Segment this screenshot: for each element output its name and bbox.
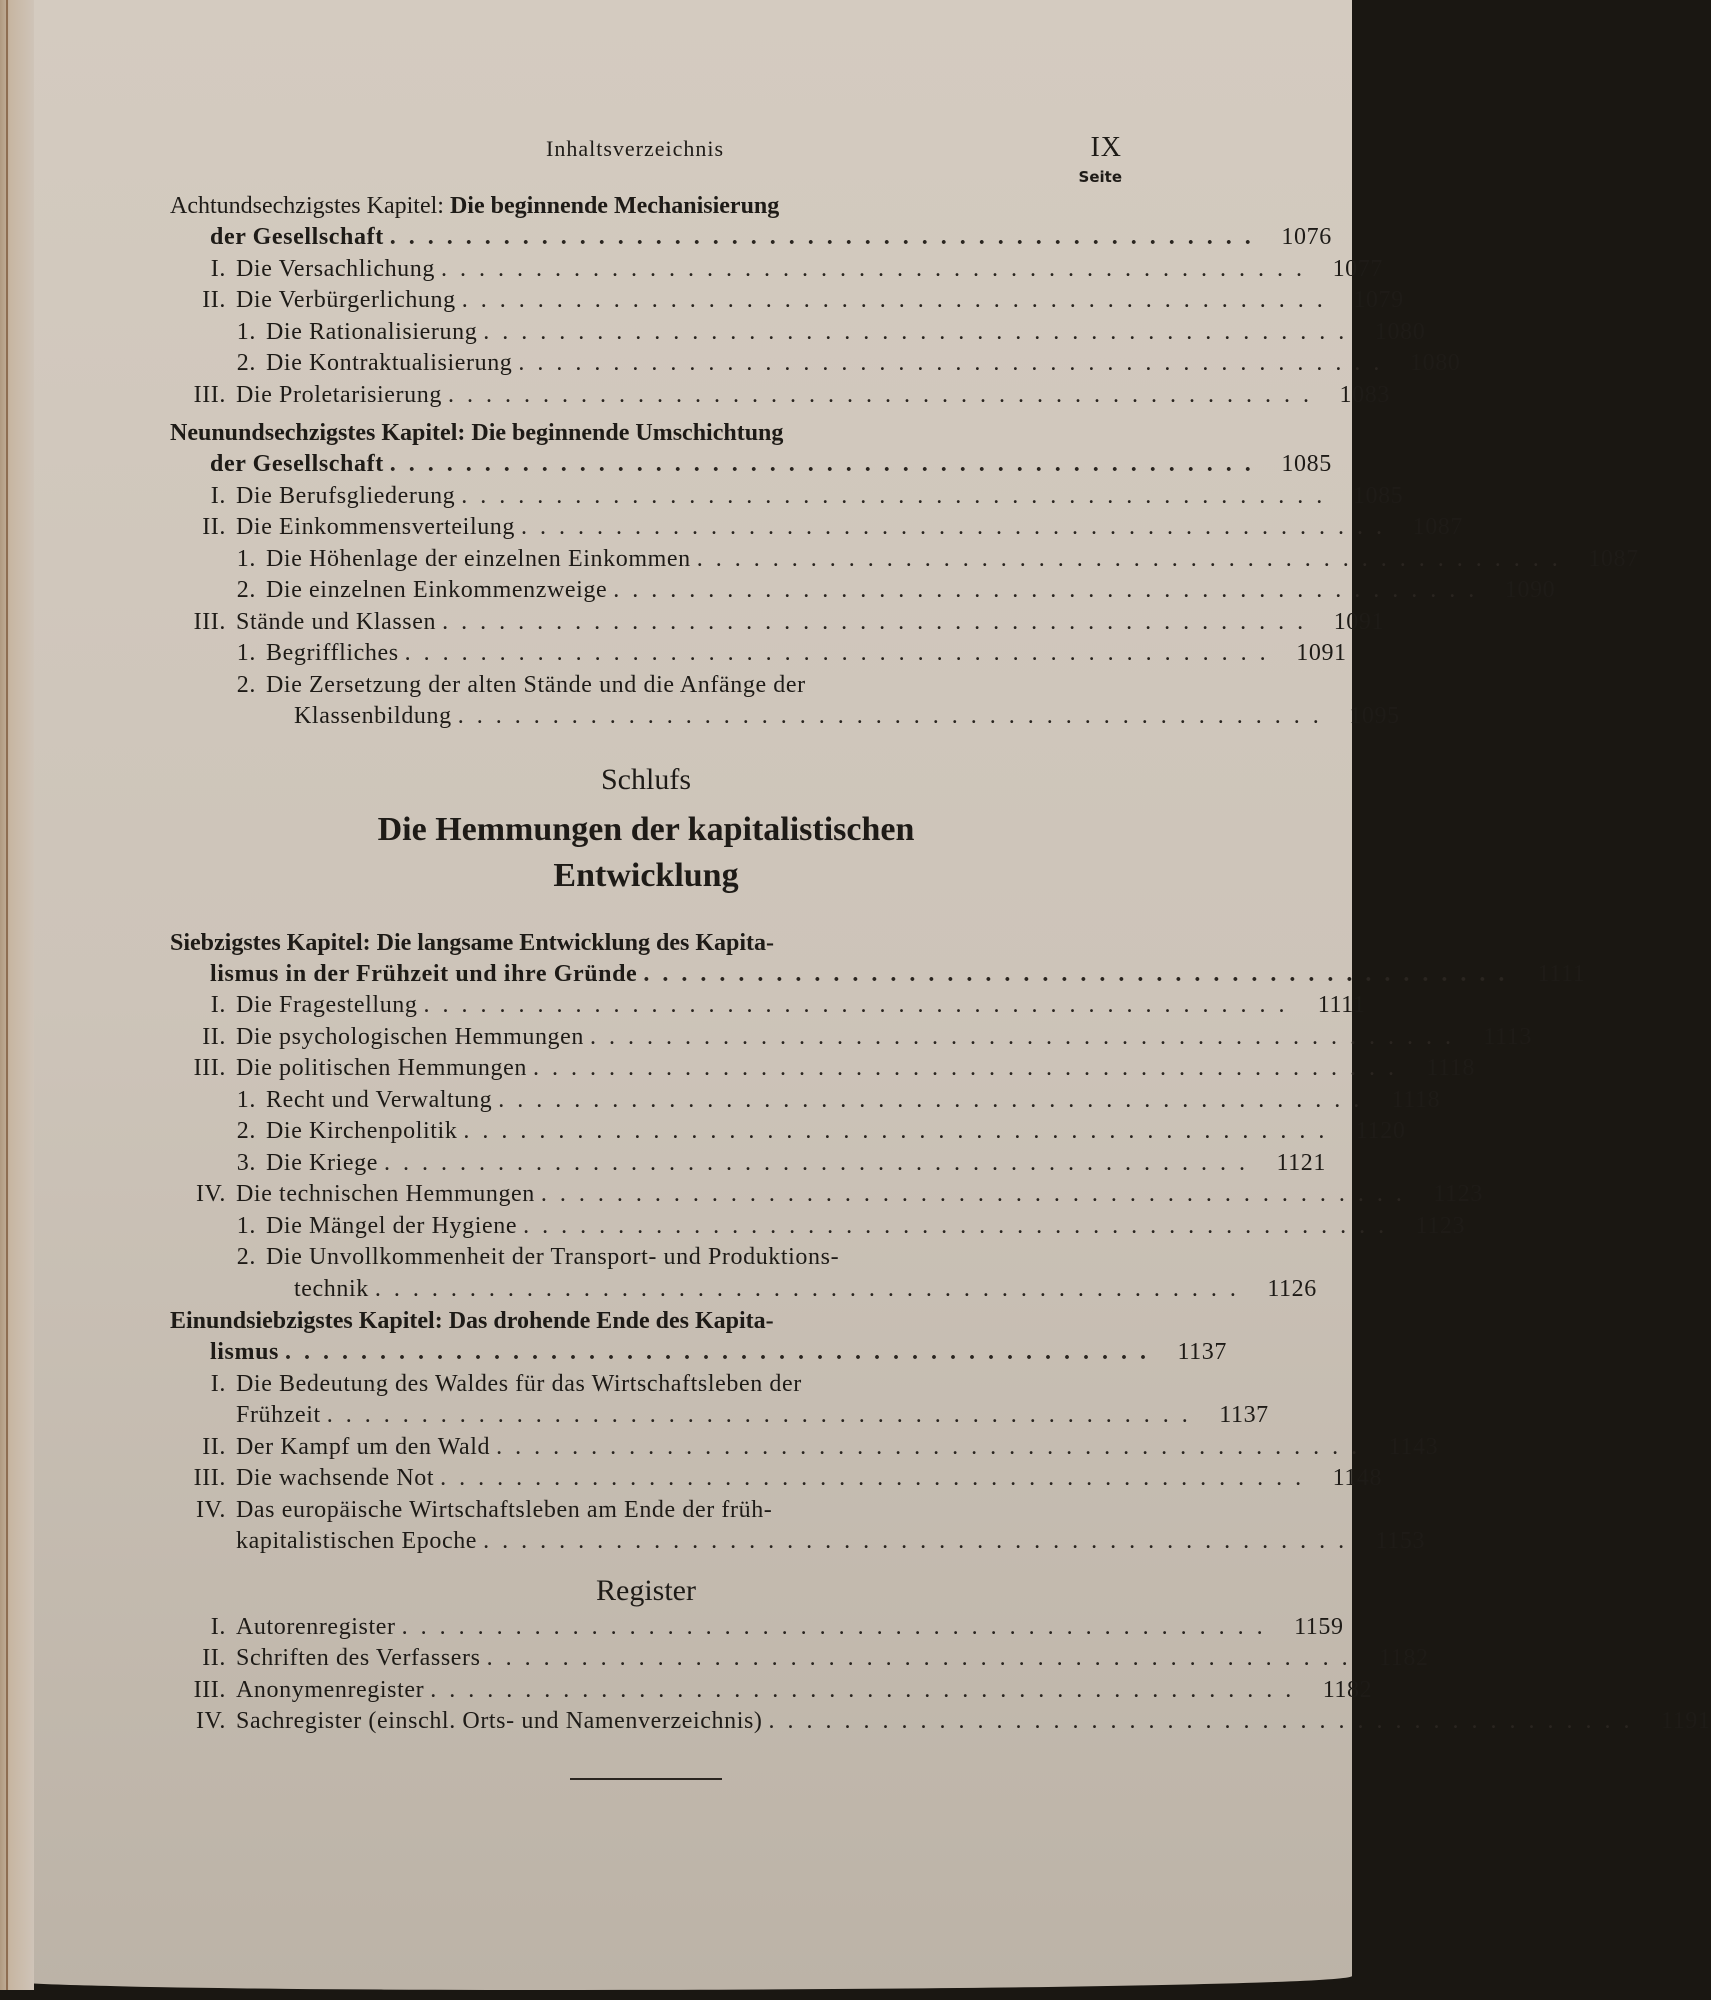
entry-number-text: 1. [236, 318, 256, 345]
entry-number-text: 1. [236, 640, 256, 666]
page-number: 1159 [1294, 1613, 1344, 1640]
page-number: 1085 [1352, 482, 1404, 509]
page-number: 1085 [1281, 451, 1332, 477]
dot-leader: .............................................. [483, 1528, 1358, 1554]
page-number: 1091 [1296, 640, 1347, 666]
entry-label-cont: kapitalistischen Epoche [236, 1528, 478, 1554]
toc-entry[interactable] [170, 1463, 1383, 1495]
page-number: 1118 [1391, 1086, 1441, 1113]
entry-list [170, 481, 1639, 670]
entry-label: Die Unvollkommenheit der Transport- und Produktions- [266, 1244, 840, 1270]
page-number: 1076 [1281, 224, 1332, 250]
chapter-69 [170, 417, 1639, 733]
spine-edge [6, 0, 8, 1990]
toc-entry[interactable] [170, 1148, 1326, 1180]
entry-number [170, 1179, 236, 1211]
entry-label: lismus [210, 1339, 279, 1365]
dot-leader: .............................................. [404, 640, 1279, 666]
entry-number-text: III. [193, 1676, 226, 1703]
entry-label: Die Berufsgliederung [236, 482, 456, 509]
toc-entry[interactable] [170, 512, 1464, 544]
entry-label: Die Rationalisierung [266, 318, 478, 345]
chapter-title-text: Das drohende Ende des Kapita- [448, 1308, 774, 1334]
entry-number [170, 990, 236, 1022]
dot-leader: .............................................. [442, 608, 1317, 635]
toc-entry[interactable] [170, 1211, 1466, 1243]
chapter-title-text: Die beginnende Mechanisierung [449, 193, 780, 219]
entry-number-text: 2. [236, 671, 256, 698]
running-title: Inhaltsverzeichnis [546, 136, 725, 161]
entry-number [170, 1022, 236, 1054]
entry-number-text: I. [210, 482, 226, 509]
entry-label: Die Einkommensverteilung [236, 514, 516, 540]
entry-label: Die technischen Hemmungen [236, 1181, 535, 1207]
entry-list [170, 254, 1461, 412]
page-number: 1090 [1504, 577, 1556, 603]
entry-number-text: II. [202, 1023, 226, 1050]
page-number: 1083 [1339, 381, 1390, 408]
running-head [170, 132, 1122, 168]
dot-leader: .............................................. [401, 1613, 1276, 1640]
dot-leader: .............................................. [457, 703, 1332, 729]
wrapped-line-1 [170, 1369, 1122, 1401]
entry-number [170, 348, 266, 380]
dot-leader: .............................................. [383, 1149, 1258, 1176]
register-title: Register [596, 1573, 696, 1607]
entry-label: Sachregister (einschl. Orts- und Namenverzeichnis) [236, 1708, 763, 1734]
page-number: 1123 [1433, 1181, 1483, 1207]
toc-entry[interactable] [170, 481, 1404, 513]
entry-number [170, 481, 236, 513]
entry-label-cont: Klassenbildung [294, 703, 452, 729]
dot-leader: .............................................. [696, 545, 1571, 572]
chapter-kapitel-label: Achtundsechzigstes Kapitel: [170, 193, 444, 219]
entry-label-cont: technik [294, 1275, 369, 1302]
dot-leader: .............................................. [532, 1055, 1407, 1081]
dot-leader: .............................................. [613, 577, 1488, 603]
toc-entry[interactable] [170, 1179, 1483, 1211]
dot-leader: .............................................. [483, 318, 1358, 345]
toc-entry[interactable] [170, 1706, 1711, 1738]
toc-entry[interactable] [170, 544, 1639, 576]
toc-entry[interactable] [170, 607, 1385, 639]
entry-number [170, 670, 266, 702]
entry-number [170, 607, 236, 639]
toc-entry[interactable] [170, 348, 1461, 380]
page-number: 1077 [1332, 255, 1383, 282]
toc-entry[interactable] [170, 1053, 1475, 1085]
dot-leader: .............................................. [389, 224, 1264, 250]
toc-entry[interactable] [170, 1643, 1429, 1675]
chapter-68 [170, 190, 1461, 411]
toc-entry[interactable] [170, 575, 1556, 607]
wrapped-line-2 [170, 1400, 1269, 1432]
entry-label: Stände und Klassen [236, 608, 437, 635]
dot-leader: .............................................. [521, 514, 1396, 540]
toc-entry[interactable] [170, 638, 1347, 670]
entry-label: Die Fragestellung [236, 992, 418, 1018]
chapter-kapitel-label: Neunundsechzigstes Kapitel: [170, 420, 466, 446]
toc-entry[interactable] [170, 1612, 1344, 1644]
entry-number [170, 575, 266, 607]
entry-number-text: 2. [236, 350, 256, 376]
page-number: 1080 [1374, 318, 1426, 345]
dot-leader: .............................................. [463, 1118, 1338, 1144]
entry-label: der Gesellschaft [210, 224, 384, 250]
page-number: 1111 [1317, 992, 1366, 1018]
entry-number-text: I. [210, 255, 226, 282]
dot-leader: .............................................. [284, 1339, 1159, 1365]
page-number: 1148 [1332, 1465, 1383, 1491]
entry-number [170, 638, 266, 670]
entry-number [170, 1463, 236, 1495]
entry-number [170, 1211, 266, 1243]
entry-label: Die Versachlichung [236, 255, 435, 282]
toc-entry[interactable] [170, 1085, 1441, 1117]
toc-entry[interactable] [170, 1675, 1373, 1707]
wrapped-line-2 [170, 701, 1400, 733]
dot-leader: .............................................. [326, 1402, 1201, 1428]
entry-number [170, 1148, 266, 1180]
page-number: 1126 [1267, 1275, 1317, 1302]
seite-label: Seite [1078, 168, 1122, 186]
dot-leader: .............................................. [486, 1645, 1361, 1671]
entry-number-text: I. [210, 1370, 226, 1397]
entry-label: Die psychologischen Hemmungen [236, 1023, 584, 1050]
entry-number-text: 2. [236, 1244, 256, 1270]
entry-number-text: II. [202, 1433, 226, 1460]
toc-entry-wrapped[interactable] [170, 1495, 1426, 1558]
entry-number-text: IV. [195, 1496, 226, 1523]
page-number: 1087 [1588, 545, 1639, 572]
toc-entry[interactable] [170, 1022, 1532, 1054]
dot-leader: .............................................. [540, 1181, 1415, 1207]
chapter-title [170, 417, 1122, 449]
part-title-line-1: Die Hemmungen der kapitalistischen [377, 810, 915, 848]
toc-entry-wrapped[interactable] [170, 670, 1400, 733]
entry-label: Das europäische Wirtschaftsleben am Ende der früh- [236, 1496, 773, 1523]
toc-entry[interactable] [170, 1337, 1227, 1369]
page-folio: IX [1090, 132, 1122, 163]
entry-number [170, 1643, 236, 1675]
part-title-line-2: Entwicklung [553, 856, 739, 894]
entry-number [170, 317, 266, 349]
wrapped-line-1 [170, 1242, 1122, 1274]
toc-entry[interactable] [170, 990, 1366, 1022]
chapter-title [170, 927, 1122, 959]
entry-number [170, 544, 266, 576]
wrapped-line-1 [170, 670, 1122, 702]
entry-label: Begriffliches [266, 640, 399, 666]
entry-number-text: III. [193, 1055, 226, 1081]
toc-entry[interactable] [170, 380, 1390, 412]
entry-list [170, 990, 1532, 1242]
entry-label: der Gesellschaft [210, 451, 384, 477]
entry-number [170, 1612, 236, 1644]
page-number: 1153 [1375, 1528, 1426, 1554]
entry-number-text: II. [202, 287, 226, 313]
page-number: 1080 [1410, 350, 1461, 376]
dot-leader: .............................................. [590, 1023, 1464, 1050]
page-number: 1137 [1219, 1402, 1269, 1428]
page-number: 1123 [1415, 1212, 1466, 1239]
entry-number [170, 254, 236, 286]
toc-entry[interactable] [170, 317, 1426, 349]
page-number: 1095 [1349, 703, 1400, 729]
page-number: 1191 [1660, 1708, 1711, 1734]
entry-number [170, 1369, 236, 1401]
entry-label: Recht und Verwaltung [266, 1086, 493, 1113]
page-number: 1143 [1388, 1433, 1439, 1460]
chapter-title-text: Die beginnende Umschichtung [471, 420, 784, 446]
entry-label: Die Höhenlage der einzelnen Einkommen [266, 545, 691, 572]
dot-leader: .............................................. [496, 1433, 1371, 1460]
entry-number [170, 1116, 266, 1148]
wrapped-line-2 [170, 1274, 1317, 1306]
dot-leader: .............................................. [440, 1465, 1315, 1491]
page-number: 1137 [1177, 1339, 1227, 1365]
entry-label: Die Proletarisierung [236, 381, 442, 408]
toc-entry[interactable] [170, 1116, 1406, 1148]
page-number: 1182 [1379, 1645, 1429, 1671]
page-number: 1121 [1276, 1149, 1326, 1176]
chapter-title-text: Die langsame Entwicklung des Kapita- [376, 929, 775, 956]
entry-number [170, 1675, 236, 1707]
closing-rule [570, 1778, 722, 1780]
entry-label: Die einzelnen Einkommenzweige [266, 577, 608, 603]
chapter-70 [170, 927, 1586, 1306]
chapter-71 [170, 1305, 1439, 1558]
entry-number-text: 1. [236, 545, 256, 572]
entry-label: Die Bedeutung des Waldes für das Wirtschaftsleben der [236, 1370, 802, 1397]
toc-entry[interactable] [170, 449, 1332, 481]
entry-label-cont: Frühzeit [236, 1402, 321, 1428]
page-number: 1087 [1412, 514, 1464, 540]
dot-leader: .............................................. [523, 1212, 1398, 1239]
entry-number [170, 285, 236, 317]
entry-number-text: II. [202, 1645, 226, 1671]
register-list [170, 1612, 1711, 1738]
entry-number [170, 1242, 266, 1274]
entry-number-text: IV. [195, 1708, 226, 1734]
entry-label: Die wachsende Not [236, 1465, 435, 1491]
entry-label: Die Zersetzung der alten Stände und die Anfänge der [266, 671, 806, 698]
page-number: 1091 [1333, 608, 1385, 635]
chapter-title [170, 190, 1122, 222]
entry-label: Schriften des Verfassers [236, 1645, 481, 1671]
entry-label: Die Kirchenpolitik [266, 1118, 458, 1144]
book-spine [0, 0, 34, 1990]
page-number: 1182 [1322, 1676, 1373, 1703]
entry-label: Die Verbürgerlichung [236, 287, 456, 313]
entry-number-text: III. [193, 381, 226, 408]
entry-number-text: 1. [236, 1212, 256, 1239]
entry-label: Die Kontraktualisierung [266, 350, 513, 376]
entry-number [170, 1053, 236, 1085]
entry-number-text: III. [193, 1465, 226, 1491]
entry-number-text: I. [210, 1613, 226, 1640]
entry-number [170, 1085, 266, 1117]
entry-number [170, 380, 236, 412]
entry-number-text: IV. [195, 1181, 226, 1207]
entry-number [170, 1495, 236, 1527]
entry-label: Die Kriege [266, 1149, 378, 1176]
entry-label: Anonymenregister [236, 1676, 425, 1703]
dot-leader: .............................................. [440, 255, 1315, 282]
entry-label: Die Mängel der Hygiene [266, 1212, 518, 1239]
wrapped-line-2 [170, 1526, 1426, 1558]
chapter-kapitel-label: Einundsiebzigstes Kapitel: [170, 1308, 443, 1334]
toc-entry[interactable] [170, 285, 1404, 317]
entry-number-text: 1. [236, 1086, 256, 1113]
entry-number-text: 2. [236, 1118, 256, 1144]
dot-leader: .............................................. [389, 451, 1264, 477]
page-number: 1113 [1483, 1023, 1532, 1050]
entry-number [170, 1432, 236, 1464]
toc-entry[interactable] [170, 959, 1586, 991]
entry-label: lismus in der Frühzeit und ihre Gründe [210, 960, 638, 987]
dot-leader: .............................................. [461, 482, 1336, 509]
wrapped-line-1 [170, 1495, 1122, 1527]
entry-number [170, 512, 236, 544]
toc-entry[interactable] [170, 254, 1383, 286]
dot-leader: .............................................. [447, 381, 1322, 408]
toc-entry[interactable] [170, 1432, 1439, 1464]
dot-leader: .............................................. [768, 1708, 1643, 1734]
dot-leader: .............................................. [423, 992, 1298, 1018]
toc-content [170, 132, 1711, 1780]
entry-number-text: II. [202, 514, 226, 540]
chapter-title [170, 1305, 1122, 1337]
entry-label: Der Kampf um den Wald [236, 1433, 491, 1460]
entry-number-text: 2. [236, 577, 256, 603]
entry-number [170, 1706, 236, 1738]
entry-number-text: I. [210, 992, 226, 1018]
toc-entry[interactable] [170, 222, 1332, 254]
entry-label: Autorenregister [236, 1613, 396, 1640]
entry-number-text: III. [193, 608, 226, 635]
page-number: 1118 [1426, 1055, 1475, 1081]
toc-entry-wrapped[interactable] [170, 1369, 1269, 1432]
dot-leader: .............................................. [430, 1676, 1305, 1703]
dot-leader: .............................................. [374, 1275, 1249, 1302]
page-number: 1120 [1355, 1118, 1406, 1144]
dot-leader: .............................................. [498, 1086, 1373, 1113]
entry-number-text: 3. [236, 1149, 256, 1176]
dot-leader: .............................................. [461, 287, 1336, 313]
entry-label: Die politischen Hemmungen [236, 1055, 527, 1081]
dot-leader: .............................................. [643, 960, 1518, 987]
page-number: 1111 [1537, 960, 1586, 987]
part-label: Schlufs [601, 762, 691, 796]
dot-leader: .............................................. [518, 350, 1393, 376]
chapter-kapitel-label: Siebzigstes Kapitel: [170, 929, 371, 956]
page-number: 1079 [1353, 287, 1404, 313]
entry-list [170, 1432, 1439, 1495]
toc-entry-wrapped[interactable] [170, 1242, 1317, 1305]
